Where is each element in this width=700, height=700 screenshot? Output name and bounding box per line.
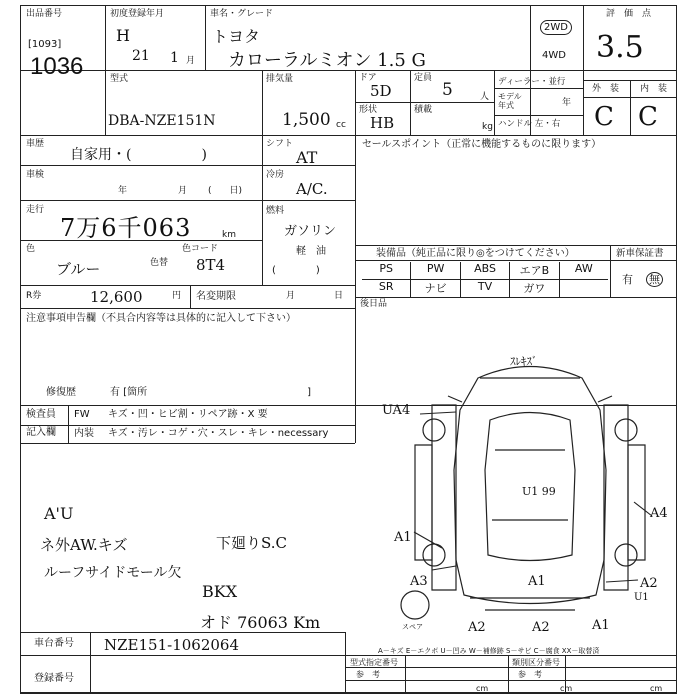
month-unit: 月 bbox=[186, 56, 196, 66]
color-code-label: 色コード bbox=[182, 244, 219, 254]
cc-unit: cc bbox=[336, 120, 346, 130]
exterior-label: 外 装 bbox=[592, 84, 620, 94]
mark-left-mid: A1 bbox=[394, 530, 412, 545]
entry-label: 記入欄 bbox=[26, 427, 56, 438]
lot-code: [1093] bbox=[28, 39, 62, 50]
mark-bottom-right: A1 bbox=[592, 618, 610, 633]
equipment-label: 装備品（純正品に限り◎をつけてください） bbox=[376, 248, 575, 259]
lot-label: 出品番号 bbox=[26, 9, 63, 19]
divider bbox=[20, 655, 677, 656]
yen-unit: 円 bbox=[172, 291, 182, 301]
fuel-gasoline: ガソリン bbox=[284, 224, 337, 239]
shift-label: シフト bbox=[266, 139, 294, 149]
note-line: BKX bbox=[202, 582, 238, 601]
warranty-label: 新車保証書 bbox=[616, 248, 664, 259]
color-change-label: 色替 bbox=[150, 258, 169, 268]
year: 21 bbox=[132, 48, 150, 64]
mark-bottom-mid: A2 bbox=[532, 620, 550, 635]
recycle-label: R券 bbox=[26, 291, 42, 301]
era: H bbox=[116, 26, 130, 45]
cm-unit-3: cm bbox=[650, 684, 663, 693]
chassis-label: 車台番号 bbox=[34, 638, 74, 649]
fw-items: キズ・凹・ヒビ割・リペア跡・X 要 bbox=[108, 409, 268, 420]
history-value: 自家用・( ) bbox=[70, 147, 207, 163]
mark-bottom-left: A2 bbox=[468, 620, 486, 635]
warranty-yes: 有 bbox=[622, 273, 633, 286]
mark-top: ｽﾚｷｽﾞ bbox=[510, 355, 538, 368]
interior-items: キズ・汚レ・コゲ・穴・スレ・キレ・necessary bbox=[108, 428, 329, 439]
drive-4wd: 4WD bbox=[542, 50, 566, 61]
name-change-month: 月 bbox=[286, 291, 296, 301]
mark-right-mid: A4 bbox=[650, 506, 668, 521]
type-cert-label: 型式指定番号 bbox=[350, 658, 398, 667]
equipment-item: ナビ bbox=[411, 280, 460, 297]
warranty-no: 無 bbox=[646, 272, 663, 287]
damage-legend: A－キズ E－エクボ U－凹み W－補修跡 S－サビ C－腐食 XX－取替済 bbox=[378, 647, 600, 655]
dealer-label: ディーラー・並行 bbox=[498, 77, 566, 87]
interior-label: 内 装 bbox=[640, 84, 668, 94]
km-unit: km bbox=[222, 230, 236, 240]
model-code: DBA-NZE151N bbox=[108, 113, 216, 129]
ac-value: A/C. bbox=[296, 180, 328, 198]
interior-check-label: 内装 bbox=[74, 428, 94, 439]
model-name: カローラルミオン 1.5 G bbox=[228, 50, 426, 71]
exterior-grade: C bbox=[594, 102, 614, 132]
cm-unit: cm bbox=[476, 684, 489, 693]
equipment-item: TV bbox=[461, 280, 510, 297]
back-seat-label: 後日品 bbox=[360, 299, 388, 309]
divider bbox=[508, 655, 509, 693]
note-line: ルーフサイドモール欠 bbox=[44, 565, 182, 581]
shape-label: 形状 bbox=[359, 105, 378, 115]
mark-left-front: UA4 bbox=[382, 403, 411, 418]
note-line: 下廻りS.C bbox=[216, 534, 287, 552]
capacity-value: 5 bbox=[442, 80, 453, 100]
score-label: 評 価 点 bbox=[606, 9, 652, 19]
door-value: 5D bbox=[370, 82, 392, 100]
interior-grade: C bbox=[638, 102, 658, 132]
person-unit: 人 bbox=[480, 92, 490, 102]
equipment-item: PW bbox=[411, 262, 460, 279]
divider bbox=[90, 632, 91, 693]
shape-value: HB bbox=[370, 114, 395, 132]
class-label: 類別区分番号 bbox=[512, 658, 560, 667]
notes-label: 注意事項申告欄（不具合内容等は具体的に記入して下さい） bbox=[26, 313, 296, 324]
first-registration-label: 初度登録年月 bbox=[110, 9, 165, 19]
ref-label: 参 考 bbox=[356, 670, 380, 679]
name-change-day: 日 bbox=[334, 291, 344, 301]
divider bbox=[345, 632, 346, 693]
equipment-item: SR bbox=[362, 280, 411, 297]
history-label: 車歴 bbox=[26, 139, 45, 149]
score: 3.5 bbox=[596, 30, 644, 65]
fuel-label: 燃料 bbox=[266, 206, 285, 216]
divider bbox=[345, 680, 677, 681]
mark-right-rear: A2 bbox=[640, 576, 658, 591]
chassis-number: NZE151-1062064 bbox=[104, 636, 239, 654]
name-grade-label: 車名・グレード bbox=[210, 9, 274, 19]
name-change-label: 名変期限 bbox=[196, 291, 236, 302]
inspector-label: 検査員 bbox=[26, 409, 56, 420]
lot-number: 1036 bbox=[30, 53, 84, 80]
inspection-label: 車検 bbox=[26, 170, 45, 180]
registration-label: 登録番号 bbox=[34, 673, 74, 684]
mileage-label: 走行 bbox=[26, 205, 45, 215]
sales-point-label: セールスポイント（正常に機能するものに限ります） bbox=[362, 139, 602, 150]
equipment-item: PS bbox=[362, 262, 411, 279]
repair-value: 有 [箇所 ] bbox=[110, 387, 311, 398]
capacity-label: 定員 bbox=[414, 73, 433, 83]
note-line: ネ外AW.キズ bbox=[40, 536, 128, 554]
drive-2wd: 2WD bbox=[540, 20, 572, 35]
handle-label: ハンドル 左・右 bbox=[498, 119, 561, 129]
divider bbox=[405, 655, 406, 693]
recycle-value: 12,600 bbox=[90, 288, 143, 306]
inspection-month-unit: 月 bbox=[178, 186, 188, 196]
fuel-paren: ( ) bbox=[272, 265, 320, 276]
repair-label: 修復歴 bbox=[46, 387, 76, 398]
door-label: ドア bbox=[359, 73, 377, 83]
note-line: オド 76063 Km bbox=[200, 613, 321, 632]
inspection-day-unit: ( 日) bbox=[208, 186, 243, 196]
ref-label-2: 参 考 bbox=[518, 670, 542, 679]
mark-right-rear-sub: U1 bbox=[634, 592, 649, 603]
mark-roof: U1 99 bbox=[522, 485, 556, 498]
ac-label: 冷房 bbox=[266, 170, 285, 180]
divider bbox=[20, 693, 677, 694]
equipment-item: ガワ bbox=[510, 280, 559, 297]
color-value: ブルー bbox=[56, 260, 101, 278]
month: 1 bbox=[170, 50, 179, 66]
color-code-value: 8T4 bbox=[196, 256, 226, 274]
color-label: 色 bbox=[26, 244, 36, 254]
load-label: 積載 bbox=[414, 105, 433, 115]
cm-unit-2: cm bbox=[560, 684, 573, 693]
model-year-label: モデル 年式 bbox=[498, 92, 522, 110]
divider bbox=[20, 632, 345, 633]
fw-label: FW bbox=[74, 409, 90, 420]
spare-label: スペア bbox=[402, 623, 423, 631]
displacement: 1,500 bbox=[282, 110, 331, 130]
shift-value: AT bbox=[296, 148, 318, 167]
maker: トヨタ bbox=[212, 27, 261, 46]
mark-center-rear: A1 bbox=[528, 574, 546, 589]
displacement-label: 排気量 bbox=[266, 74, 294, 84]
equipment-item: エアB bbox=[510, 262, 559, 279]
kg-unit: kg bbox=[482, 122, 493, 132]
year-unit: 年 bbox=[562, 98, 572, 108]
mark-left-rear: A3 bbox=[410, 574, 428, 589]
mileage-value: 7万6千063 bbox=[60, 214, 192, 242]
note-line: A'U bbox=[44, 504, 74, 523]
equipment-item: ABS bbox=[461, 262, 510, 279]
fuel-diesel: 軽 油 bbox=[296, 246, 326, 257]
inspection-year-unit: 年 bbox=[118, 186, 128, 196]
model-code-label: 型式 bbox=[110, 74, 129, 84]
equipment-item: AW bbox=[574, 262, 593, 275]
